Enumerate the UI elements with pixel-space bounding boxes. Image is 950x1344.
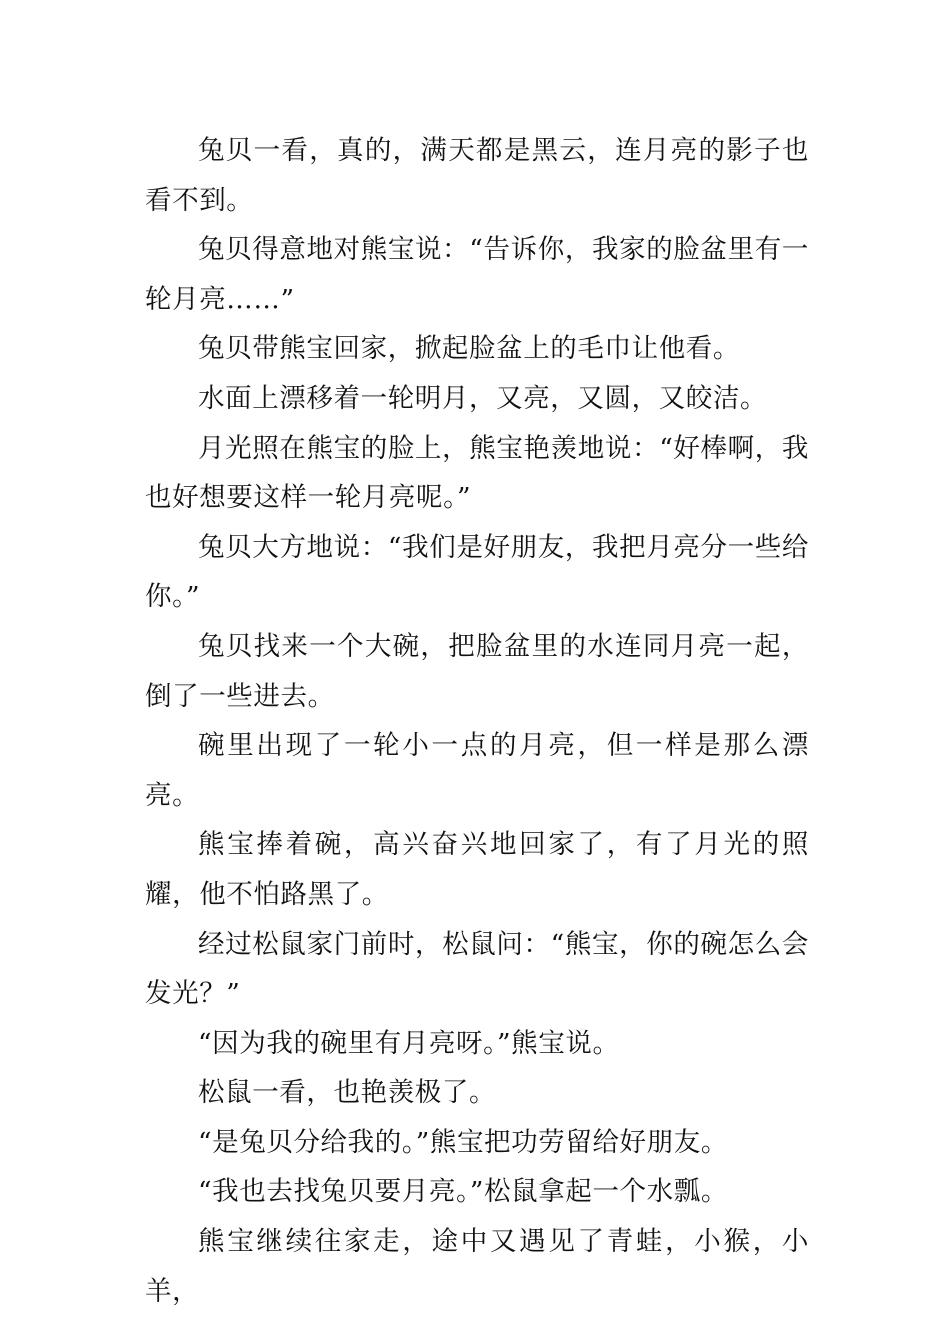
- paragraph: 水面上漂移着一轮明月，又亮，又圆，又皎洁。: [198, 382, 768, 414]
- paragraph: 兔贝得意地对熊宝说：“告诉你，我家的脸盆里有一轮月亮……”: [145, 234, 809, 315]
- paragraph: 熊宝继续往家走，途中又遇见了青蛙，小猴，小羊，: [145, 1226, 809, 1307]
- paragraph: 兔贝找来一个大碗，把脸盆里的水连同月亮一起，倒了一些进去。: [145, 630, 809, 712]
- paragraph: “我也去找兔贝要月亮。”松鼠拿起一个水瓢。: [198, 1176, 728, 1208]
- paragraph: 经过松鼠家门前时，松鼠问：“熊宝，你的碗怎么会发光？”: [145, 928, 809, 1010]
- paragraph: “是兔贝分给我的。”熊宝把功劳留给好朋友。: [198, 1126, 728, 1158]
- paragraph: “因为我的碗里有月亮呀。”熊宝说。: [198, 1027, 620, 1059]
- paragraph: 兔贝带熊宝回家，掀起脸盆上的毛巾让他看。: [198, 333, 740, 365]
- paragraph: 熊宝捧着碗，高兴奋兴地回家了，有了月光的照耀，他不怕路黑了。: [145, 829, 809, 910]
- paragraph: 兔贝大方地说：“我们是好朋友，我把月亮分一些给你。”: [145, 531, 809, 613]
- paragraph: 碗里出现了一轮小一点的月亮，但一样是那么漂亮。: [145, 730, 809, 811]
- paragraph: 松鼠一看，也艳羡极了。: [198, 1077, 497, 1109]
- paragraph: 月光照在熊宝的脸上，熊宝艳羡地说：“好棒啊，我也好想要这样一轮月亮呢。”: [145, 432, 809, 514]
- story-text: [145, 126, 809, 1316]
- paragraph: 兔贝一看，真的，满天都是黑云，连月亮的影子也看不到。: [145, 135, 809, 216]
